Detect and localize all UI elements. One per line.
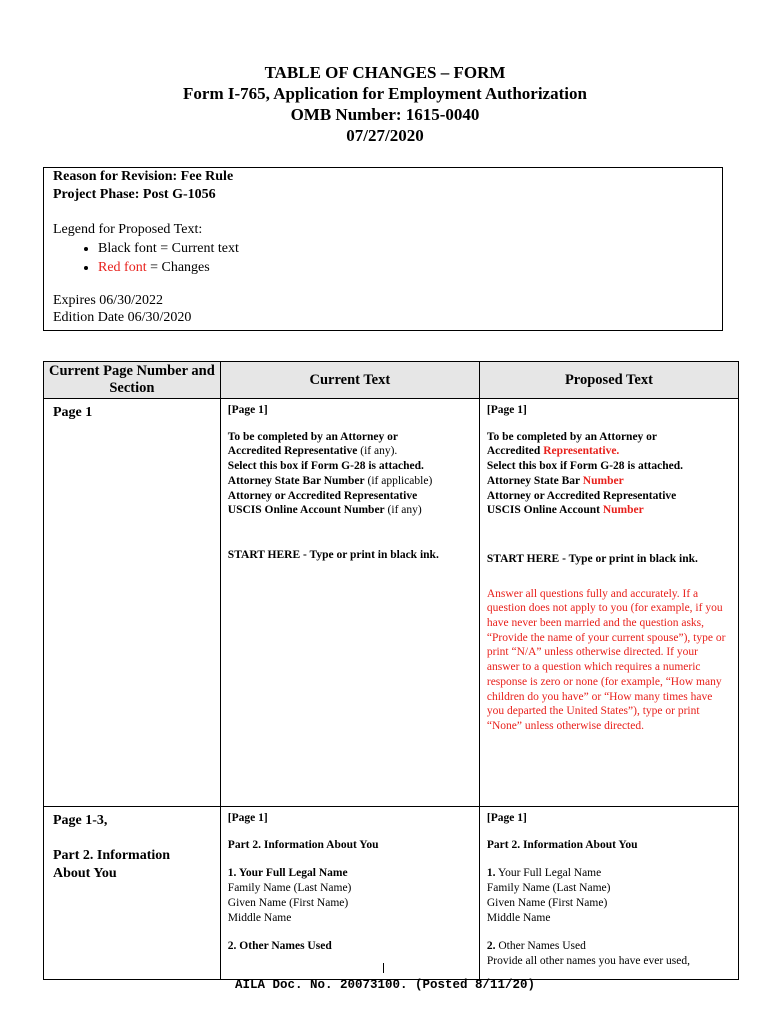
page-ref: [Page 1]	[227, 812, 268, 824]
text-line: Family Name (Last Name)	[486, 882, 611, 895]
legend-red-label: Red font	[98, 260, 147, 275]
page-ref: [Page 1]	[227, 404, 268, 416]
text-line: USCIS Online Account Number	[227, 504, 385, 517]
text-line: Attorney State Bar Number	[227, 474, 365, 487]
omb-number: OMB Number: 1615-0040	[290, 105, 480, 124]
page-ref: [Page 1]	[486, 812, 527, 824]
part-heading: Part 2. Information About You	[227, 838, 379, 851]
text-line: 1. Your Full Legal Name	[227, 867, 348, 880]
text-line: Attorney State Bar	[486, 474, 583, 487]
table-row	[44, 399, 739, 807]
document-title: TABLE OF CHANGES – FORM	[264, 63, 506, 82]
part-heading: Part 2. Information About You	[486, 838, 638, 851]
proposed-text-cell	[479, 399, 738, 807]
text-line: Attorney or Accredited Representative	[227, 489, 418, 502]
changes-table	[43, 361, 739, 980]
other-names-heading: 2. Other Names Used	[227, 940, 332, 953]
text-line: Select this box if Form G-28 is attached.	[227, 460, 424, 473]
text-line: (if any).	[357, 445, 398, 458]
text-line: Accredited Representative	[227, 445, 358, 458]
page-ref: [Page 1]	[486, 404, 527, 416]
text-line: Attorney or Accredited Representative	[486, 489, 677, 502]
text-line: To be completed by an Attorney or	[486, 430, 658, 443]
current-text-cell	[220, 399, 479, 807]
text-line: Other Names Used	[495, 940, 586, 953]
page-number-mark	[383, 963, 384, 973]
text-line: Middle Name	[486, 911, 551, 924]
project-phase: Project Phase: Post G-1056	[53, 187, 216, 202]
text-line: (if applicable)	[364, 474, 433, 487]
aila-footer: AILA Doc. No. 20073100. (Posted 8/11/20)	[234, 978, 536, 992]
legend-list	[53, 239, 713, 277]
legend-heading: Legend for Proposed Text:	[53, 222, 203, 237]
answer-instructions: Answer all questions fully and accurately. If a question does not apply to you (for example, if you have never been married and the question asks, “Provide the name of your current spouse”), type or print “N/A” unless otherwise directed. If your answer to a question which requires a numeric response is zero or none (for example, “How many children do you have” or “How many times have you departed the United States”), type or print “None” unless otherwise directed.	[486, 587, 726, 732]
text-line: 1.	[486, 867, 496, 880]
document-date: 07/27/2020	[346, 126, 424, 145]
form-name: Form I-765, Application for Employment Authorization	[183, 84, 587, 103]
section-cell	[44, 807, 221, 980]
header-proposed-text: Proposed Text	[479, 362, 738, 399]
name-fields-block	[487, 866, 731, 925]
expiration-date: Expires 06/30/2022	[53, 293, 164, 308]
text-line: To be completed by an Attorney or	[227, 430, 398, 443]
revision-reason: Reason for Revision: Fee Rule	[53, 169, 234, 184]
table-row	[44, 807, 739, 980]
revision-info-box	[43, 167, 723, 331]
start-here-text: START HERE - Type or print in black ink.	[486, 552, 698, 565]
text-line: Accredited	[486, 445, 544, 458]
section-cell	[44, 399, 221, 807]
other-names-block	[487, 939, 731, 968]
start-here-text: START HERE - Type or print in black ink.	[227, 548, 439, 561]
legend-red-meaning: = Changes	[146, 260, 210, 275]
changed-text: Number	[602, 504, 644, 517]
text-line: USCIS Online Account	[486, 504, 603, 517]
legend-item-black: • Black font = Current text	[98, 239, 713, 258]
section-label: Page 1-3,	[53, 813, 108, 828]
edition-date: Edition Date 06/30/2020	[53, 310, 192, 325]
table-header-row	[44, 362, 739, 399]
text-line: 2.	[486, 940, 496, 953]
text-line: Given Name (First Name)	[227, 896, 349, 909]
text-line: Middle Name	[227, 911, 292, 924]
text-line: Provide all other names you have ever used,	[486, 954, 690, 967]
text-line: (if any)	[384, 504, 422, 517]
header-section: Current Page Number and Section	[44, 362, 221, 399]
changed-text: Representative.	[543, 445, 620, 458]
section-part-label: Part 2. Information About You	[53, 848, 171, 881]
legend-item-red	[98, 258, 713, 277]
text-line: Given Name (First Name)	[486, 896, 608, 909]
header-current-text: Current Text	[220, 362, 479, 399]
section-label: Page 1	[53, 405, 93, 420]
current-text-cell	[220, 807, 479, 980]
text-line: Family Name (Last Name)	[227, 882, 352, 895]
attorney-block	[228, 430, 472, 518]
name-fields-block	[228, 866, 472, 925]
attorney-block	[487, 430, 731, 518]
document-title-block	[0, 62, 770, 146]
proposed-text-cell	[479, 807, 738, 980]
text-line: Your Full Legal Name	[495, 867, 602, 880]
changed-text: Number	[582, 474, 624, 487]
text-line: Select this box if Form G-28 is attached.	[486, 460, 683, 473]
